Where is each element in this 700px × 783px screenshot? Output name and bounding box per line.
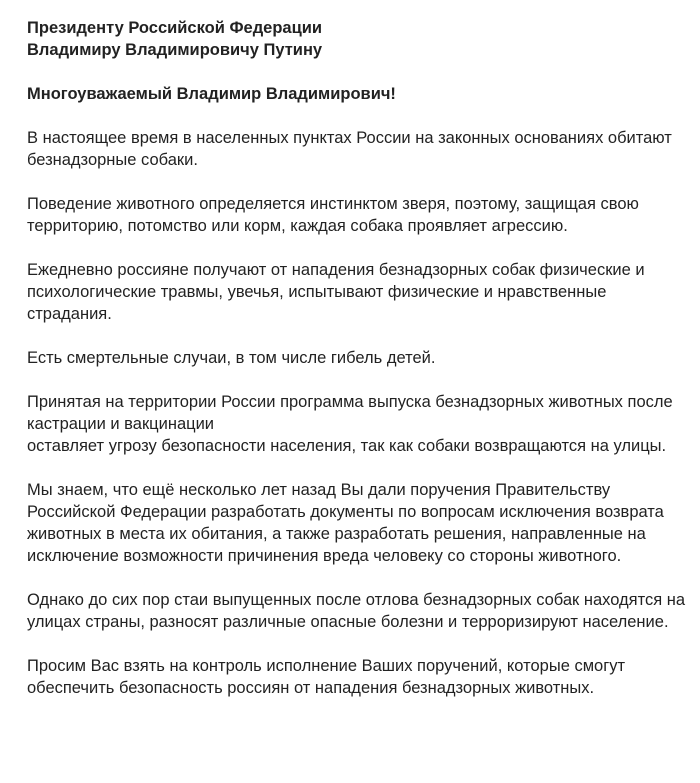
paragraph-8: Просим Вас взять на контроль исполнение Ваших поручений, которые смогут обеспечить безопасность россиян от нападения безнадзорных животных. (27, 657, 626, 697)
letter (27, 17, 687, 699)
paragraph-1: В настоящее время в населенных пунктах России на законных основаниях обитают безнадзорные собаки. (27, 129, 672, 169)
paragraph-2: Поведение животного определяется инстинктом зверя, поэтому, защищая свою территорию, потомство или корм, каждая собака проявляет агрессию. (27, 195, 639, 235)
paragraph-5-line-1: Принятая на территории России программа выпуска безнадзорных животных после кастрации и вакцинации (27, 393, 673, 433)
paragraph-5 (27, 391, 687, 457)
paragraph-7: Однако до сих пор стаи выпущенных после отлова безнадзорных собак находятся на улицах страны, разносят различные опасные болезни и терроризируют население. (27, 591, 686, 631)
addressee-line-2: Владимиру Владимировичу Путину (27, 41, 323, 59)
paragraph-6: Мы знаем, что ещё несколько лет назад Вы дали поручения Правительству Российской Федерации разработать документы по вопросам исключения возврата животных в места их обитания, а также разработать решения, направленные на исключение возможности причинения вреда человеку со стороны животного. (27, 481, 664, 565)
paragraph-5-line-2: оставляет угрозу безопасности населения, так как собаки возвращаются на улицы. (27, 437, 667, 455)
paragraph-3: Ежедневно россияне получают от нападения безнадзорных собак физические и психологические травмы, увечья, испытывают физические и нравственные страдания. (27, 261, 645, 323)
addressee-line-1: Президенту Российской Федерации (27, 19, 323, 37)
addressee-block (27, 17, 687, 61)
paragraph-4: Есть смертельные случаи, в том числе гибель детей. (27, 349, 436, 367)
greeting: Многоуважаемый Владимир Владимирович! (27, 85, 396, 103)
